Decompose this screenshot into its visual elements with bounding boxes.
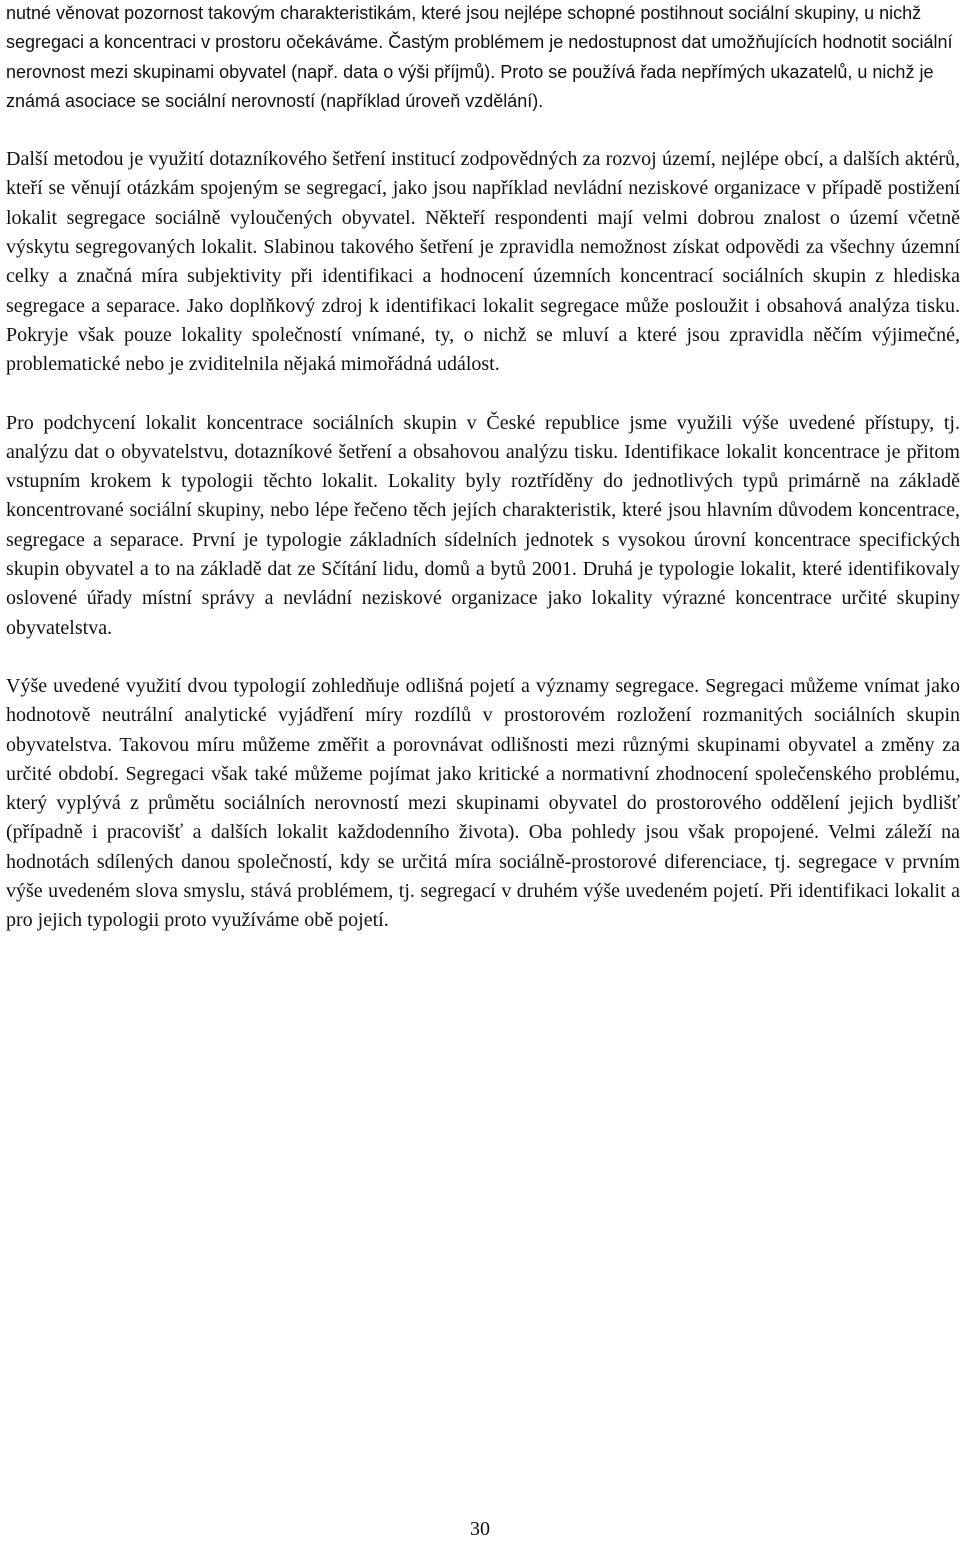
paragraph-4: Výše uvedené využití dvou typologií zohledňuje odlišná pojetí a významy segregace. Segregaci můžeme vnímat jako hodnotově neutrální analytické vyjádření míry rozdílů v prostorovém rozložení rozmanitých sociálních skupin obyvatelstva. Takovou míru můžeme změřit a porovnávat odlišnosti mezi různými skupinami obyvatel a změny za určité období. Segregaci však také můžeme pojímat jako kritické a normativní zhodnocení společenského problému, který vyplývá z průmětu sociálních nerovností mezi skupinami obyvatel do prostorového oddělení jejich bydlišť (případně i pracovišť a dalších lokalit každodenního života). Oba pohledy jsou však propojené. Velmi záleží na hodnotách sdílených danou společností, kdy se určitá míra sociálně-prostorové diferenciace, tj. segregace v prvním výše uvedeném slova smyslu, stává problémem, tj. segregací v druhém výše uvedeném pojetí. Při identifikaci lokalit a pro jejich typologii proto využíváme obě pojetí.: [6, 674, 960, 932]
document-page: [6, 0, 960, 936]
paragraph-2: Další metodou je využití dotazníkového šetření institucí zodpovědných za rozvoj území, nejlépe obcí, a dalších aktérů, kteří se věnují otázkám spojeným se segregací, jako jsou například nevládní neziskové organizace v případě postižení lokalit segregace sociálně vyloučených obyvatel. Někteří respondenti mají velmi dobrou znalost o území včetně výskytu segregovaných lokalit. Slabinou takového šetření je zpravidla nemožnost získat odpovědi za všechny územní celky a značná míra subjektivity při identifikaci a hodnocení územních koncentrací sociálních skupin z hlediska segregace a separace. Jako doplňkový zdroj k identifikaci lokalit segregace může posloužit i obsahová analýza tisku. Pokryje však pouze lokality společností vnímané, ty, o nichž se mluví a které jsou zpravidla něčím výjimečné, problematické nebo je zviditelnila nějaká mimořádná událost.: [6, 148, 960, 376]
page-number: 30: [470, 1518, 490, 1540]
paragraph-3: Pro podchycení lokalit koncentrace sociálních skupin v České republice jsme využili výše uvedené přístupy, tj. analýzu dat o obyvatelstvu, dotazníkové šetření a obsahovou analýzu tisku. Identifikace lokalit koncentrace je přitom vstupním krokem k typologii těchto lokalit. Lokality byly roztříděny do jednotlivých typů primárně na základě koncentrované sociální skupiny, nebo lépe řečeno těch jejích charakteristik, které jsou hlavním důvodem koncentrace, segregace a separace. První je typologie základních sídelních jednotek s vysokou úrovní koncentrace specifických skupin obyvatel a to na základě dat ze Sčítání lidu, domů a bytů 2001. Druhá je typologie lokalit, které identifikovaly oslovené úřady místní správy a nevládní neziskové organizace jako lokality výrazné koncentrace určité skupiny obyvatelstva.: [6, 411, 960, 639]
paragraph-1: nutné věnovat pozornost takovým charakteristikám, které jsou nejlépe schopné postihnout sociální skupiny, u nichž segregaci a koncentraci v prostoru očekáváme. Častým problémem je nedostupnost dat umožňujících hodnotit sociální nerovnost mezi skupinami obyvatel (např. data o výši příjmů). Proto se používá řada nepřímých ukazatelů, u nichž je známá asociace se sociální nerovností (například úroveň vzdělání).: [6, 3, 953, 111]
